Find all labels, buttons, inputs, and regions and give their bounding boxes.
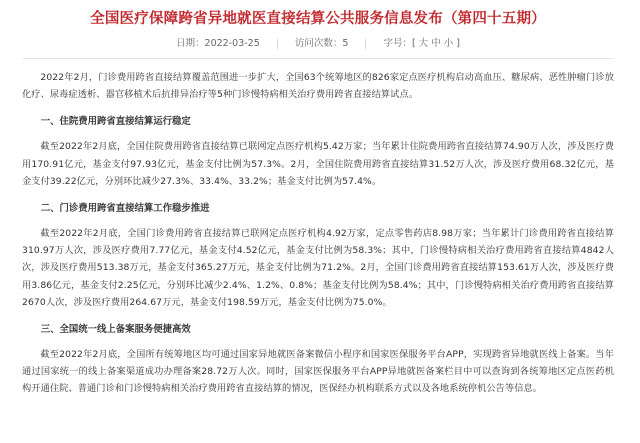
section-heading-3: 三、全国统一线上备案服务便捷高效 — [40, 324, 191, 336]
article-title: 全国医疗保障跨省异地就医直接结算公共服务信息发布（第四十五期） — [90, 11, 546, 27]
section-heading-2: 二、门诊费用跨省直接结算工作稳步推进 — [40, 203, 210, 215]
section-body-3: 截至2022年2月底，全国所有统筹地区均可通过国家异地就医备案微信小程序和国家医保服务平台APP，实现跨省异地就医线上备案。当年通过国家统一的线上备案渠道成功办理备案28.72万人次。同时，国家医保服务平台APP异地就医备案栏目中可以查询到各统筹地区定点医药机构开通住院、普通门诊和门诊慢特病相关治疗费用跨省直接结算的情况，医保经办机构联系方式以及各地系统停机公告等信息。 — [22, 349, 614, 395]
section-body-2: 截至2022年2月底，全国门诊费用跨省直接结算已联网定点医疗机构4.92万家，定点零售药店8.98万家；当年累计门诊费用跨省直接结算310.97万人次，涉及医疗费用7.77亿元，基金支付4.52亿元，基金支付比例为58.3%；其中，门诊慢特病相关治疗费用跨省直接结算4842人次，涉及医疗费用513.38万元，基金支付365.27万元，基金支付比例为71.2%。2月，全国门诊费用跨省直接结算153.61万人次，涉及医疗费用3.86亿元，基金支付2.25亿元，分别环比减少2.4%、1.2%、0.8%；基金支付比例为58.4%；其中，门诊慢特病相关治疗费用跨省直接结算2670人次，涉及医疗费用264.67万元，基金支付198.59万元，基金支付比例为75.0%。 — [22, 228, 614, 308]
font-size-control — [383, 37, 460, 51]
lead-paragraph: 2022年2月，门诊费用跨省直接结算覆盖范围进一步扩大，全国63个统筹地区的826家定点医疗机构启动高血压、糖尿病、恶性肿瘤门诊放化疗、尿毒症透析、器官移植术后抗排异治疗等5种门诊慢特病相关治疗费用跨省直接结算试点。 — [22, 72, 614, 101]
font-size-label: 字号： — [383, 38, 412, 49]
article-page — [0, 10, 640, 443]
article-meta — [22, 37, 614, 51]
section-body-1: 截至2022年2月底，全国住院费用跨省直接结算已联网定点医疗机构5.42万家；当年累计住院费用跨省直接结算74.90万人次，涉及医疗费用170.91亿元，基金支付97.93亿元，基金支付比例为57.3%。2月，全国住院费用跨省直接结算31.52万人次，涉及医疗费用68.32亿元，基金支付39.22亿元，分别环比减少27.3%、33.4%、33.2%；基金支付比例为57.4%。 — [22, 141, 614, 187]
section-heading-1: 一、住院费用跨省直接结算运行稳定 — [40, 116, 191, 128]
meta-divider — [277, 39, 278, 49]
view-count: 访问次数：5 — [294, 38, 349, 49]
header-divider — [22, 58, 614, 59]
meta-divider — [365, 39, 366, 49]
publish-date: 日期：2022-03-25 — [176, 38, 260, 49]
font-size-options[interactable]: [ 大 中 小 ] — [411, 38, 460, 49]
